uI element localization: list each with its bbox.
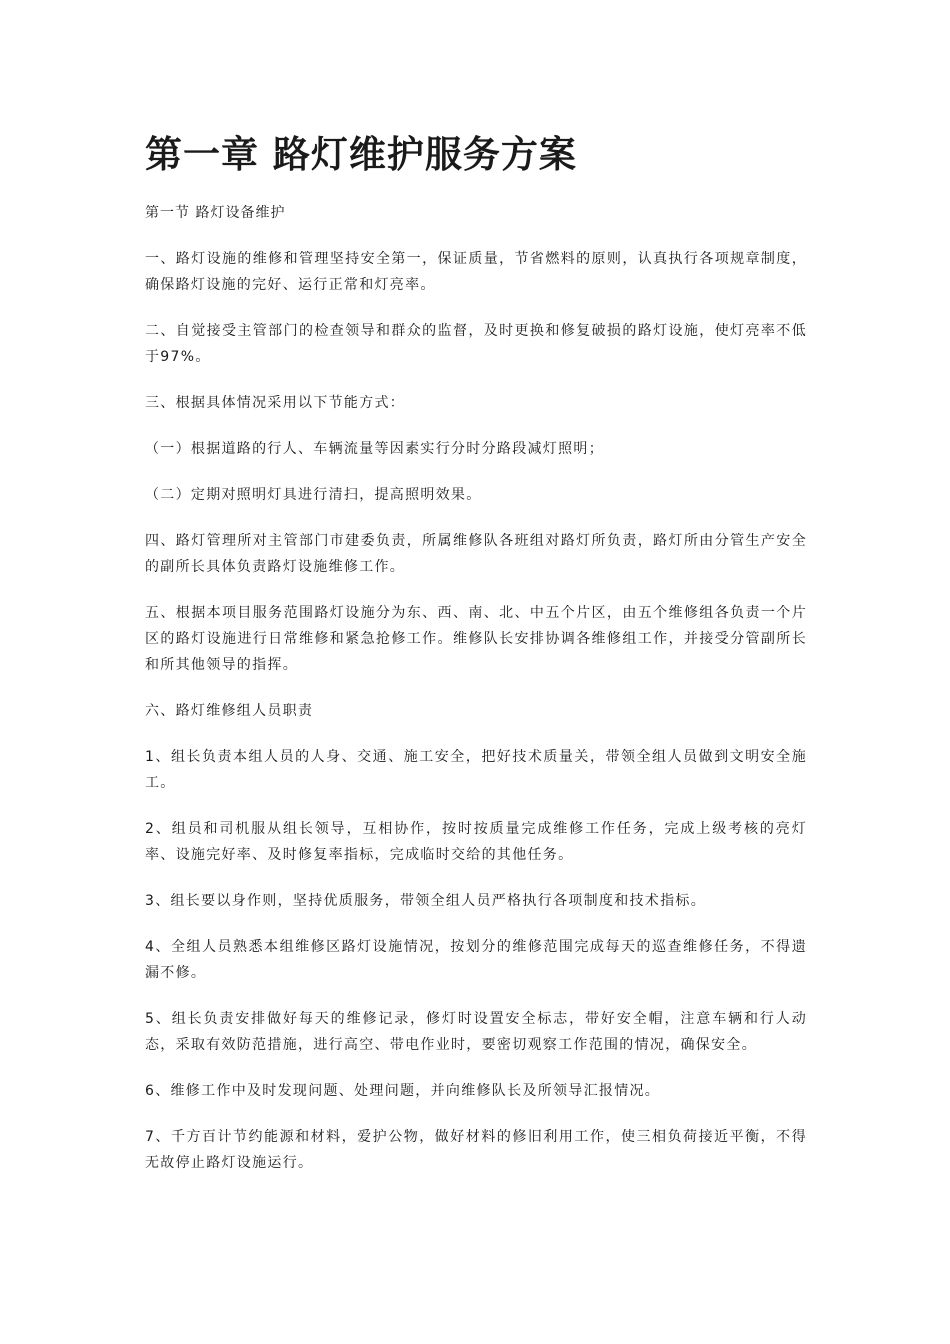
- paragraph: 2、组员和司机服从组长领导，互相协作，按时按质量完成维修工作任务，完成上级考核的亮灯率、设施完好率、及时修复率指标，完成临时交给的其他任务。: [145, 821, 807, 863]
- chapter-title: 第一章 路灯维护服务方案: [145, 132, 577, 176]
- paragraph: 3、组长要以身作则，坚持优质服务，带领全组人员严格执行各项制度和技术指标。: [145, 893, 707, 909]
- paragraph: 一、路灯设施的维修和管理坚持安全第一，保证质量，节省燃料的原则，认真执行各项规章制度，确保路灯设施的完好、运行正常和灯亮率。: [145, 251, 807, 293]
- paragraph: （二）定期对照明灯具进行清扫，提高照明效果。: [145, 487, 482, 503]
- paragraph: 三、根据具体情况采用以下节能方式：: [145, 395, 406, 411]
- paragraph: 二、自觉接受主管部门的检查领导和群众的监督，及时更换和修复破损的路灯设施，使灯亮率不低于97%。: [145, 323, 807, 365]
- paragraph: 1、组长负责本组人员的人身、交通、施工安全，把好技术质量关，带领全组人员做到文明安全施工。: [145, 749, 807, 791]
- section-heading: 第一节 路灯设备维护: [145, 205, 286, 221]
- paragraph: （一）根据道路的行人、车辆流量等因素实行分时分路段减灯照明；: [145, 441, 604, 457]
- paragraph: 四、路灯管理所对主管部门市建委负责，所属维修队各班组对路灯所负责，路灯所由分管生产安全的副所长具体负责路灯设施维修工作。: [145, 533, 807, 575]
- paragraph: 五、根据本项目服务范围路灯设施分为东、西、南、北、中五个片区，由五个维修组各负责一个片区的路灯设施进行日常维修和紧急抢修工作。维修队长安排协调各维修组工作，并接受分管副所长和所其他领导的指挥。: [145, 605, 807, 673]
- paragraph: 7、千方百计节约能源和材料，爱护公物，做好材料的修旧利用工作，使三相负荷接近平衡，不得无故停止路灯设施运行。: [145, 1129, 807, 1171]
- paragraph: 6、维修工作中及时发现问题、处理问题，并向维修队长及所领导汇报情况。: [145, 1083, 661, 1099]
- document-page: [145, 128, 807, 1176]
- paragraph: 六、路灯维修组人员职责: [145, 703, 314, 719]
- paragraph: 5、组长负责安排做好每天的维修记录，修灯时设置安全标志，带好安全帽，注意车辆和行人动态，采取有效防范措施，进行高空、带电作业时，要密切观察工作范围的情况，确保安全。: [145, 1011, 807, 1053]
- paragraph: 4、全组人员熟悉本组维修区路灯设施情况，按划分的维修范围完成每天的巡查维修任务，不得遗漏不修。: [145, 939, 807, 981]
